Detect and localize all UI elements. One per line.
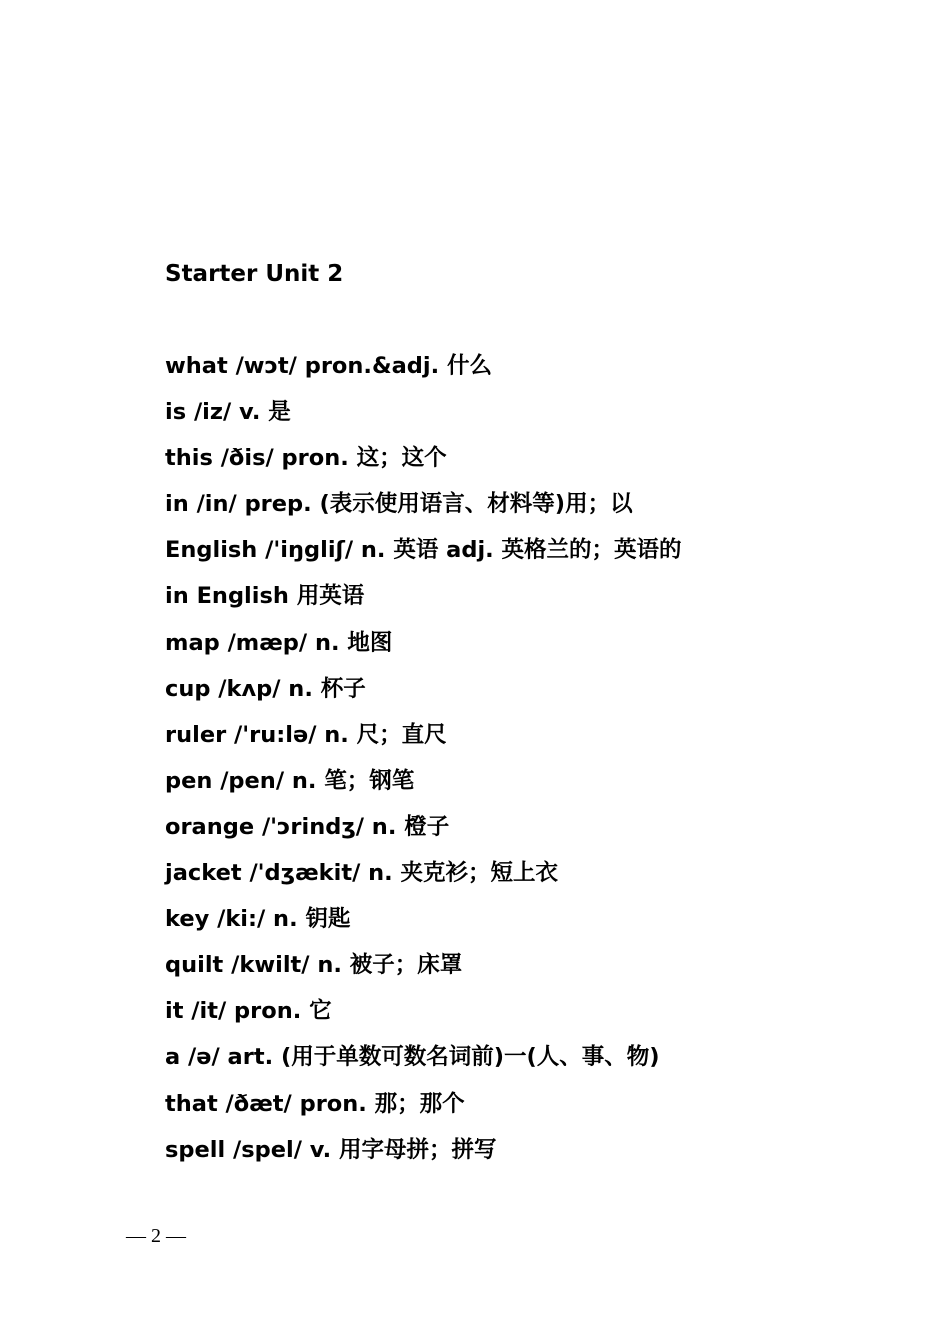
vocab-entry: in English 用英语 (165, 583, 365, 610)
vocab-entry: pen /pen/ n. 笔；钢笔 (165, 767, 415, 794)
vocab-entry: map /mæp/ n. 地图 (165, 629, 393, 656)
vocab-entry: a /ə/ art. (用于单数可数名词前)一(人、事、物) (165, 1044, 660, 1071)
vocab-entry: key /ki:/ n. 钥匙 (165, 906, 351, 933)
vocab-entry: is /iz/ v. 是 (165, 399, 291, 426)
vocab-entry: it /it/ pron. 它 (165, 998, 332, 1025)
vocab-entry: this /ðis/ pron. 这；这个 (165, 445, 447, 472)
vocab-entry: English /'iŋgliʃ/ n. 英语 adj. 英格兰的；英语的 (165, 537, 682, 564)
vocab-entry: jacket /'dʒækit/ n. 夹克衫；短上衣 (165, 860, 559, 887)
vocab-entry: in /in/ prep. (表示使用语言、材料等)用；以 (165, 491, 633, 518)
vocab-entry: what /wɔt/ pron.&adj. 什么 (165, 353, 492, 379)
vocab-entry: spell /spel/ v. 用字母拼；拼写 (165, 1136, 497, 1163)
page-number: — 2 — (126, 1225, 186, 1247)
page-title: Starter Unit 2 (165, 261, 344, 287)
vocab-entry: quilt /kwilt/ n. 被子；床罩 (165, 952, 463, 979)
vocab-entry: ruler /'ru:lə/ n. 尺；直尺 (165, 721, 447, 748)
vocabulary-list (165, 348, 682, 1178)
vocab-entry: that /ðæt/ pron. 那；那个 (165, 1090, 465, 1117)
vocab-entry: orange /'ɔrindʒ/ n. 橙子 (165, 813, 450, 840)
vocab-entry: cup /kʌp/ n. 杯子 (165, 675, 366, 702)
